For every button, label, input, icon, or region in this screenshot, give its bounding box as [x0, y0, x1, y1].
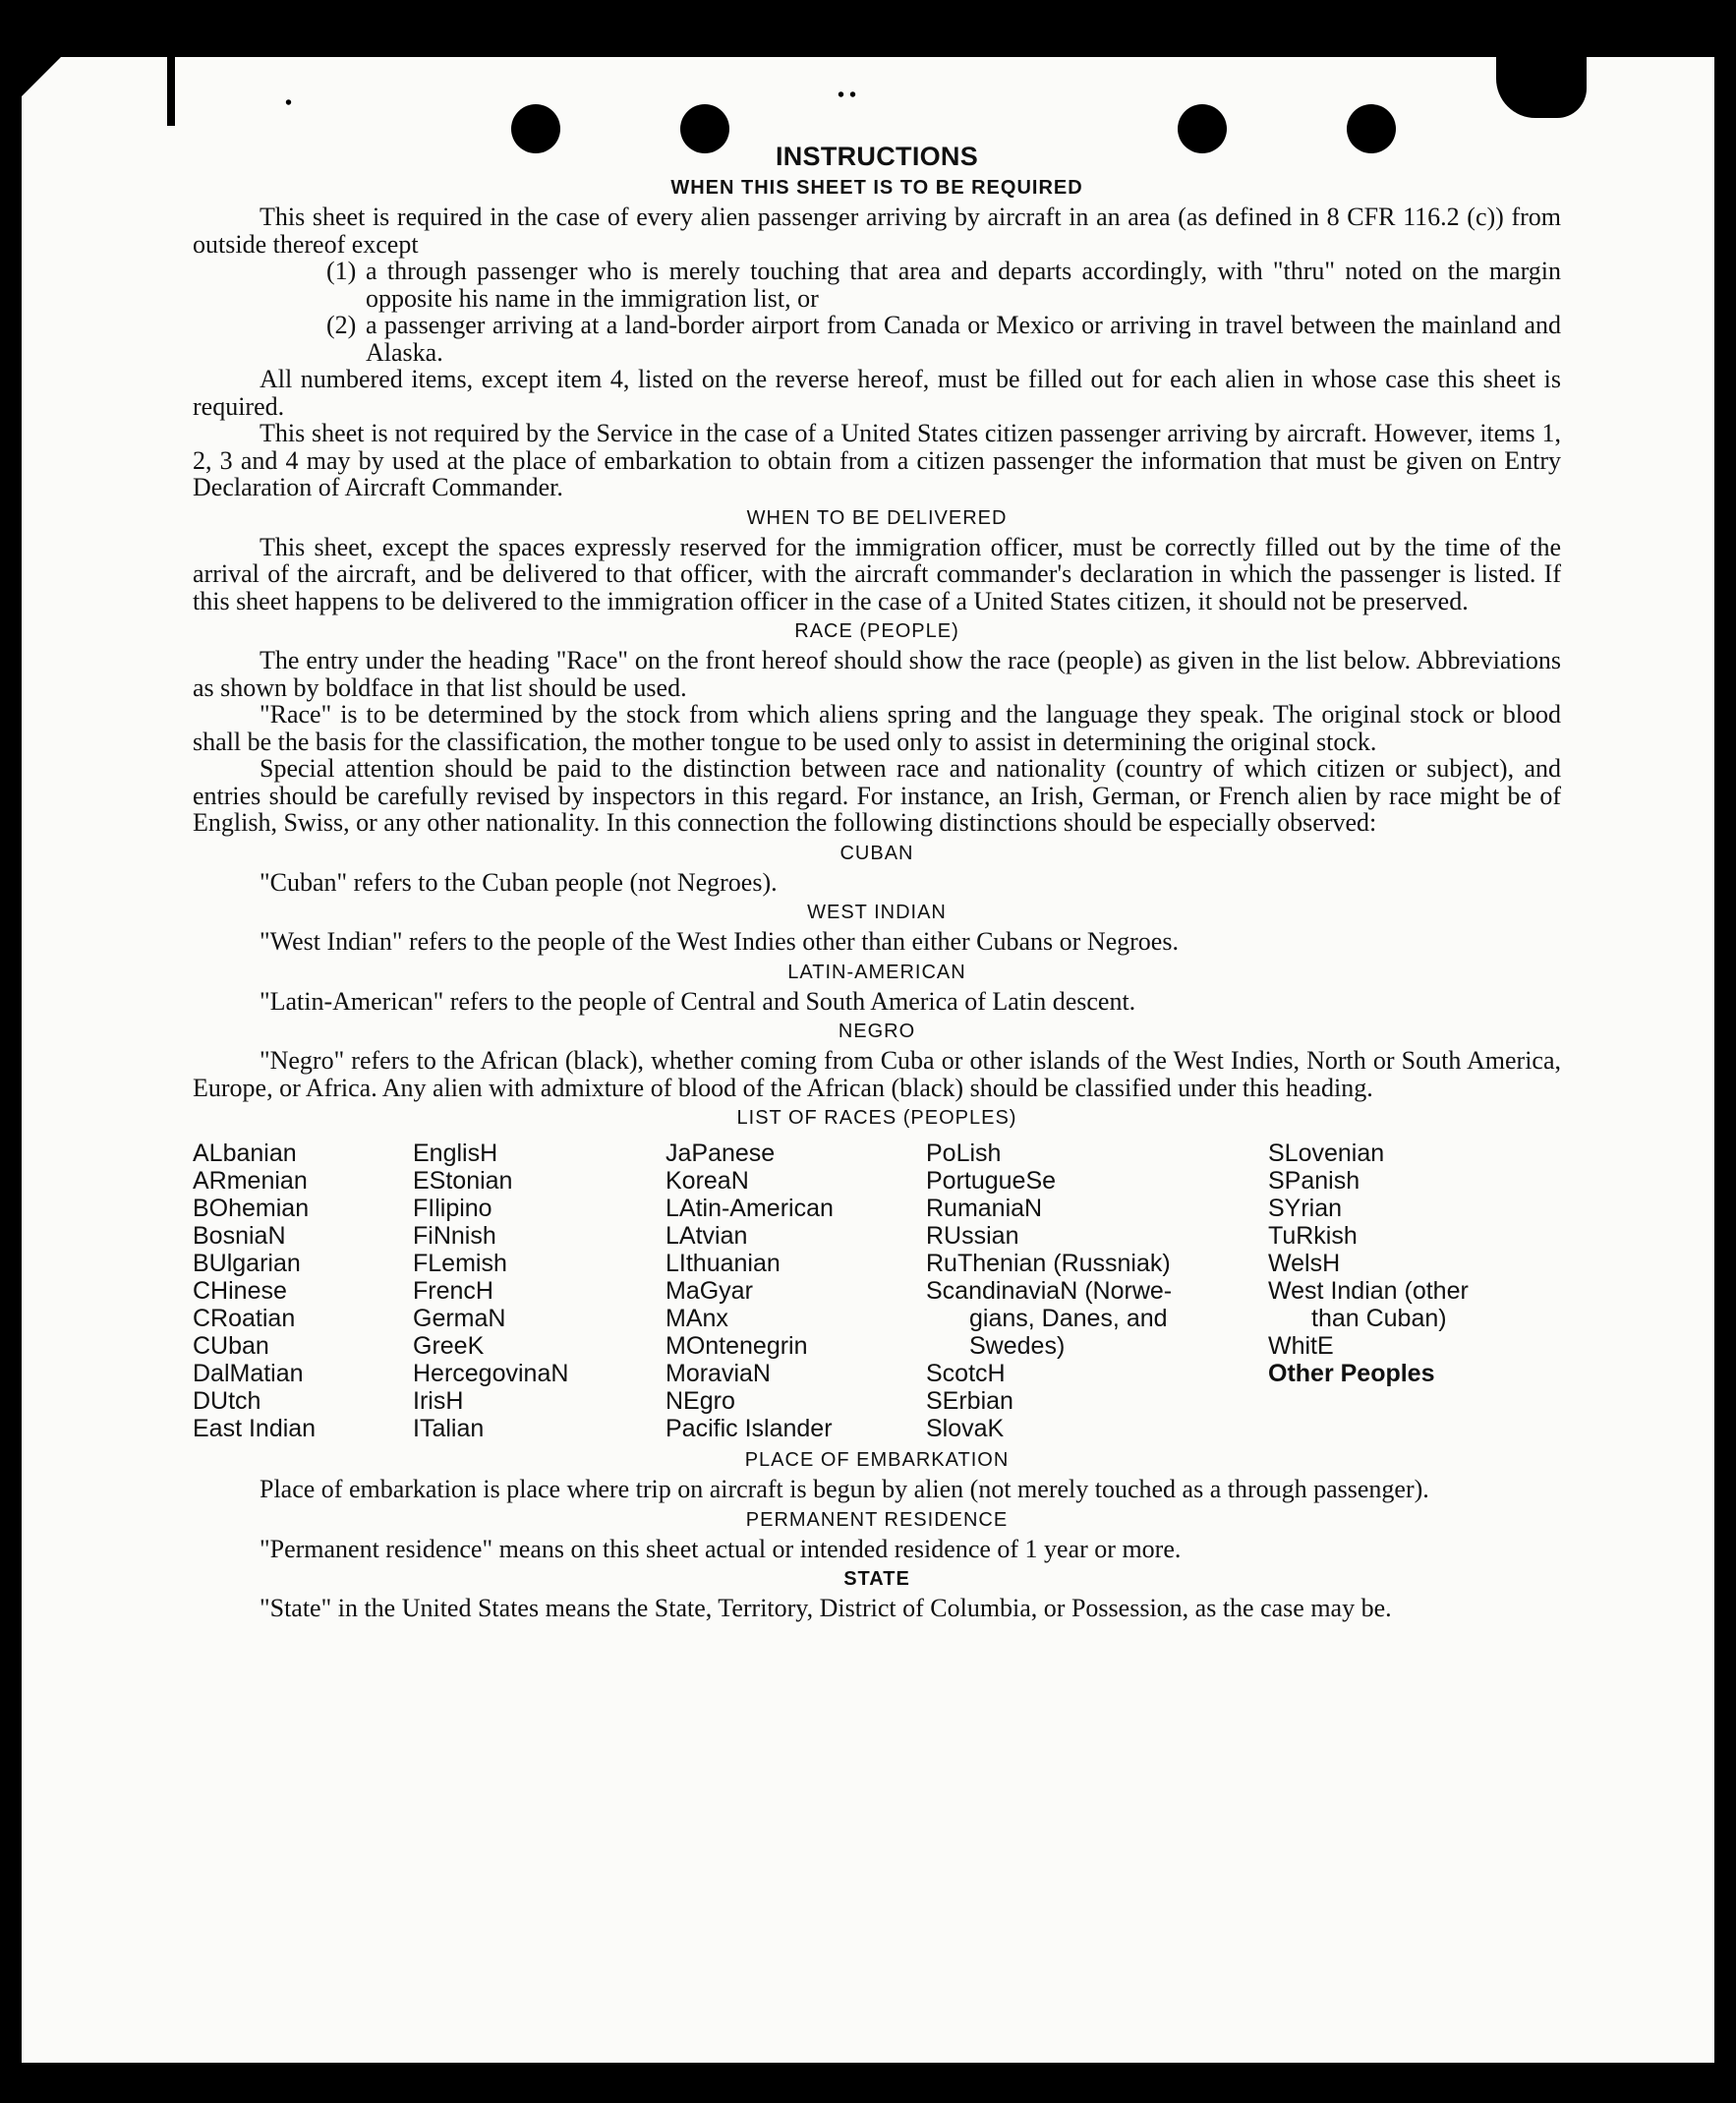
race-entry: SErbian [926, 1387, 1013, 1415]
paragraph: The entry under the heading "Race" on the front hereof should show the race (people) as given in the list below. Abbreviations as shown by boldface in that list should be used. [193, 646, 1561, 702]
race-entry: East Indian [193, 1415, 317, 1442]
race-entry: KoreaN [665, 1167, 749, 1195]
race-entry: Other Peoples [1268, 1360, 1435, 1387]
race-entry: GreeK [413, 1332, 485, 1360]
race-entry: CRoatian [193, 1305, 296, 1332]
section-heading-embarkation: PLACE OF EMBARKATION [744, 1449, 1010, 1471]
race-entry: MaGyar [665, 1277, 753, 1305]
race-entry: West Indian (other [1268, 1277, 1469, 1305]
paragraph: All numbered items, except item 4, listed on the reverse hereof, must be filled out for each alien in whose case this sheet is required. [193, 365, 1561, 421]
section-heading-cuban: CUBAN [839, 842, 914, 864]
races-column [665, 1139, 926, 1442]
race-entry: BUlgarian [193, 1250, 301, 1277]
race-entry: JaPanese [665, 1139, 776, 1167]
section-heading-list-of-races: LIST OF RACES (PEOPLES) [736, 1107, 1017, 1129]
page-corner [22, 57, 61, 96]
race-entry: DalMatian [193, 1360, 304, 1387]
race-entry: MAnx [665, 1305, 728, 1332]
race-entry: LAtvian [665, 1222, 748, 1250]
section-heading-west-indian: WEST INDIAN [807, 902, 947, 923]
race-entry: EnglisH [413, 1139, 498, 1167]
race-entry: LIthuanian [665, 1250, 781, 1277]
paragraph: "Cuban" refers to the Cuban people (not Negroes). [260, 867, 778, 897]
section-heading-latin-american: LATIN-AMERICAN [787, 961, 966, 983]
race-entry-continued: gians, Danes, and [969, 1305, 1168, 1332]
speck-mark: • • [838, 85, 857, 106]
race-entry: FiNnish [413, 1222, 496, 1250]
race-entry: BosniaN [193, 1222, 286, 1250]
race-entry: CUban [193, 1332, 269, 1360]
races-list [193, 1139, 1561, 1442]
document-page [22, 57, 1714, 2063]
race-entry: ARmenian [193, 1167, 308, 1195]
race-entry-continued: Swedes) [969, 1332, 1066, 1360]
speck-mark: • [285, 92, 293, 114]
race-entry: SPanish [1268, 1167, 1360, 1195]
race-entry: RUssian [926, 1222, 1019, 1250]
race-entry: ScotcH [926, 1360, 1006, 1387]
section-heading-state: STATE [843, 1568, 910, 1590]
race-entry: MoraviaN [665, 1360, 771, 1387]
page-title: INSTRUCTIONS [775, 142, 979, 171]
race-entry: MOntenegrin [665, 1332, 808, 1360]
races-column [413, 1139, 665, 1442]
section-heading-negro: NEGRO [838, 1021, 916, 1042]
race-entry: RumaniaN [926, 1195, 1043, 1222]
race-entry: ScandinaviaN (Norwe- [926, 1277, 1173, 1305]
race-entry: CHinese [193, 1277, 287, 1305]
item-text: a passenger arriving at a land-border airport from Canada or Mexico or arriving in travel between the mainland and Alaska. [366, 311, 1561, 367]
numbered-item [326, 312, 1561, 366]
paragraph: "West Indian" refers to the people of the West Indies other than either Cubans or Negroes. [260, 927, 1179, 956]
race-entry: FIlipino [413, 1195, 492, 1222]
race-entry: NEgro [665, 1387, 735, 1415]
race-entry: SYrian [1268, 1195, 1343, 1222]
race-entry: FrencH [413, 1277, 493, 1305]
race-entry: PortugueSe [926, 1167, 1057, 1195]
paragraph: This sheet is not required by the Service in the case of a United States citizen passenger arriving by aircraft. However, items 1, 2, 3 and 4 may by used at the place of embarkation to obtain from a citizen passenger the information that must be given on Entry Declaration of Aircraft Commander. [193, 419, 1561, 501]
races-column [926, 1139, 1268, 1442]
edge-mark-left [167, 57, 175, 126]
race-entry: PoLish [926, 1139, 1002, 1167]
races-column [1268, 1139, 1563, 1442]
race-entry: IrisH [413, 1387, 464, 1415]
paragraph: Place of embarkation is place where trip on aircraft is begun by alien (not merely touched as a through passenger). [260, 1475, 1429, 1503]
item-text: a through passenger who is merely touching that area and departs accordingly, with "thru" noted on the margin opposite his name in the immigration list, or [366, 257, 1561, 313]
race-entry: LAtin-American [665, 1195, 834, 1222]
race-entry: SLovenian [1268, 1139, 1385, 1167]
edge-mark-right [1496, 57, 1587, 118]
race-entry: TuRkish [1268, 1222, 1358, 1250]
numbered-item [326, 258, 1561, 312]
instructions-content [193, 142, 1561, 1622]
races-column [193, 1139, 413, 1442]
paragraph: "Race" is to be determined by the stock from which aliens spring and the language they speak. The original stock or blood shall be the basis for the classification, the mother tongue to be used only to assist in determining the original stock. [193, 700, 1561, 756]
race-entry: ALbanian [193, 1139, 297, 1167]
race-entry: FLemish [413, 1250, 507, 1277]
paragraph: "Latin-American" refers to the people of Central and South America of Latin descent. [260, 986, 1136, 1016]
race-entry: GermaN [413, 1305, 506, 1332]
race-entry: WelsH [1268, 1250, 1341, 1277]
paragraph: Special attention should be paid to the distinction between race and nationality (country of which citizen or subject), and entries should be carefully revised by inspectors in this regard. For instance, an Irish, German, or French alien by race might be of English, Swiss, or any other nationality. In this connection the following distinctions should be especially observed: [193, 754, 1561, 837]
race-entry: EStonian [413, 1167, 513, 1195]
race-entry-continued: than Cuban) [1311, 1305, 1447, 1332]
paragraph: "Permanent residence" means on this sheet actual or intended residence of 1 year or more. [260, 1534, 1182, 1563]
race-entry: ITalian [413, 1415, 485, 1442]
race-entry: DUtch [193, 1387, 261, 1415]
paragraph: This sheet is required in the case of every alien passenger arriving by aircraft in an area (as defined in 8 CFR 116.2 (c)) from outside thereof except [193, 203, 1561, 259]
race-entry: BOhemian [193, 1195, 310, 1222]
paragraph: This sheet, except the spaces expressly reserved for the immigration officer, must be correctly filled out by the time of the arrival of the aircraft, and be delivered to that officer, with the aircraft commander's declaration in which the passenger is listed. If this sheet happens to be delivered to the immigration officer in the case of a United States citizen, it should not be preserved. [193, 532, 1561, 615]
section-heading-when-delivered: WHEN TO BE DELIVERED [746, 506, 1008, 529]
race-entry: Pacific Islander [665, 1415, 833, 1442]
section-heading-residence: PERMANENT RESIDENCE [745, 1508, 1009, 1531]
race-entry: SlovaK [926, 1415, 1005, 1442]
race-entry: WhitE [1268, 1332, 1334, 1360]
paragraph: "Negro" refers to the African (black), whether coming from Cuba or other islands of the West Indies, North or South America, Europe, or Africa. Any alien with admixture of blood of the African (black) should be classified under this heading. [193, 1046, 1561, 1102]
section-heading-race: RACE (PEOPLE) [794, 620, 959, 642]
race-entry: RuThenian (Russniak) [926, 1250, 1171, 1277]
section-heading-when-required: WHEN THIS SHEET IS TO BE REQUIRED [670, 177, 1083, 199]
race-entry: HercegovinaN [413, 1360, 569, 1387]
paragraph: "State" in the United States means the State, Territory, District of Columbia, or Possession, as the case may be. [260, 1594, 1392, 1622]
item-number: (1) [326, 257, 357, 285]
item-number: (2) [326, 311, 357, 339]
